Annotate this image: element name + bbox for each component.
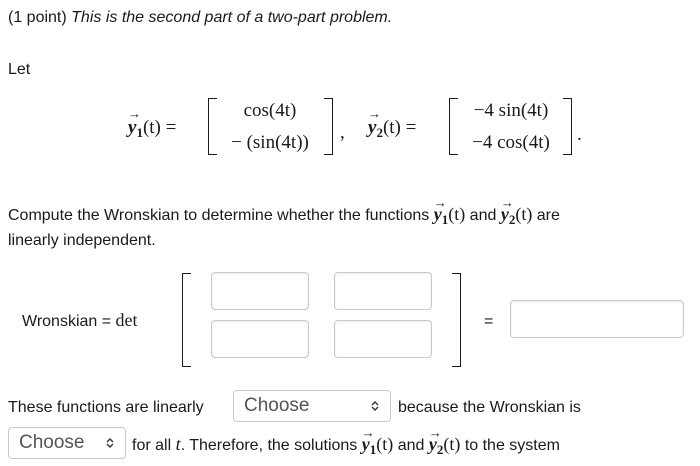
problem-header [8,8,392,28]
y2-top-entry: −4 sin(4t) [473,100,549,121]
conclusion-text-2: because the Wronskian is [398,399,581,416]
equals-sign: = [484,313,494,330]
wronskian-label: Wronskian = det [22,310,138,330]
independence-select[interactable] [233,390,391,422]
y1-symbol: → $y_1(t)$ = [128,117,176,141]
select-arrows-icon [370,399,380,413]
definition-period: . [577,124,582,145]
conclusion-text-1: These functions are linearly [8,399,204,416]
instruction-line-1: Compute the Wronskian to determine whether the functions → $y_1(t)$ and → $y_2(t)$ are [8,204,560,230]
wronskian-entry-22[interactable] [334,320,432,358]
instruction-line-2: linearly independent. [8,232,156,249]
y1-bottom-entry: − (sin(4t)) [231,132,309,153]
y1-top-entry: cos(4t) [243,100,297,121]
independence-select-value: Choose [244,395,310,416]
y2-bottom-entry: −4 cos(4t) [472,132,550,153]
let-label: Let [8,61,31,78]
select-arrows-icon [105,436,115,450]
y2-symbol: → $y_2(t)$ = [368,117,416,141]
wronskian-entry-21[interactable] [211,320,309,358]
wronskian-result-input[interactable] [510,300,684,338]
wronskian-value-select[interactable] [8,427,126,459]
wronskian-value-select-value: Choose [19,432,85,453]
separator-comma: , [340,122,345,143]
points-label: (1 point) [8,9,67,26]
y1-right-bracket [324,98,333,155]
conclusion-text-3: for all t. Therefore, the solutions → $y_1(t)$ and → $y_2(t)$ to the system [132,434,560,460]
intro-text: This is the second part of a two-part problem. [71,9,393,26]
wronskian-entry-11[interactable] [211,272,309,310]
wronskian-left-bracket [182,273,191,367]
wronskian-entry-12[interactable] [334,272,432,310]
y2-right-bracket [563,98,572,155]
wronskian-right-bracket [452,273,461,367]
